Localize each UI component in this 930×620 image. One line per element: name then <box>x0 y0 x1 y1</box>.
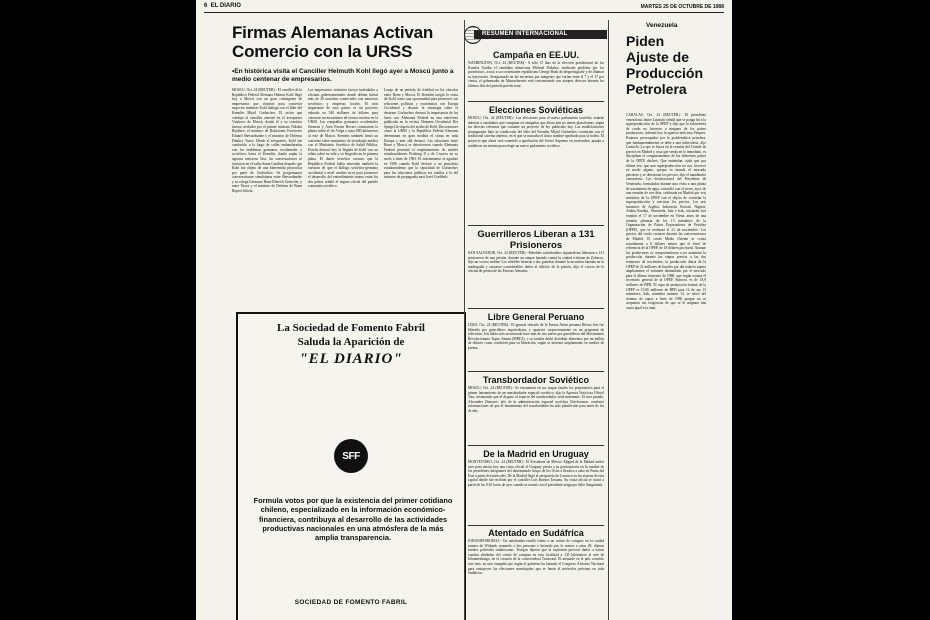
ad-line2: Saluda la Aparición de <box>297 336 405 348</box>
issue-date: MARTES 25 DE OCTUBRE DE 1988 <box>640 4 724 10</box>
main-story-col1: MOSCU, Oct. 24 (REUTER).- El canciller de la República Federal Alemana Helmut Kohl llegó hoy a Moscú con un gran contingente de empresarios que viajaron para concertar negocios mientras Kohl dialoga con el líder del Kremlin Mijail Gorbachov. El avión que condujo al canciller aterrizó en el aeropuerto Vnukovo de Moscú, donde él y su comitiva fueron recibidos por el primer ministro Nikolai Ryzhkov, el ministro de Relaciones Exteriores Eduard Shevardnadze y el ministro de Defensa Dimitry Yazov. Desde el aeropuerto, Kohl fue conducido a lo largo de calles embanderadas con los emblemas germanos occidentales y soviéticos hasta el Kremlin, donde según la agencia noticiosa Tass, las conversaciones se iniciaron en el salón Santa Catalina después que Kohl fue objeto de una bienvenida protocolar por parte de Gorbachov. Se programaron conversaciones simultáneas entre Shevardnadze y su colega Germano Hans-Dietrich Genscher, y entre Yazov y el ministro de Defensa de Bonn Rupert Scholz. <box>232 88 302 194</box>
resumen-body: LIMA, Oct. 24 (REUTER).- El general retirado de la Fuerza Aérea peruana Héctor Jeri fue liberado por guerrilleros izquierdistas, y apareció sorpresivamente en un programa de televisión. Jeri había sido secuestrado hace más de tres meses por guerrilleros del Movimiento Revolucionario Tupac Amaru (MRTA), y su familia debió distribuir alimentos por un millón de dólares como condición para su liberación, según se informó ampliamente en medios de prensa. <box>468 323 604 350</box>
right-headline: Piden Ajuste de Producción Petrolera <box>626 33 704 97</box>
resumen-item <box>468 50 604 98</box>
resumen-item <box>468 229 604 303</box>
resumen-headline: De la Madrid en Uruguay <box>483 449 589 459</box>
main-story-col2: Los empresarios visitantes fueron trasladados a oficinas gubernamentales donde debían firmar más de 30 acuerdos comerciales con ministros soviéticos y empresas locales. El más importante de esos pactos es un proyecto valuado en 540 millones de dólares para construir un mecanismo de reactor nuclear en la URSS. Las compañías germanos occidentales Siemens y Asea Brown Boveri construirán la planta sobre el río Volga a unos 800 kilómetros al este de Moscú. Siemens también firmó un convenio sobre suministro de tecnología médica con el Ministerio Soviético de Salud Pública. Pravda destacó hoy la llegada de Kohl con un relato sobre su vida y su biografía en la primera plana. El diario soviético sostuvo que la República Federal había renovado también la cuestión de que el diálogo soviético-germano occidental a nivel cumbre sirva para promover el desarrollo del entendimiento mutuo entre los dos países señaló el órgano oficial del partido comunista soviético. <box>308 88 378 189</box>
main-headline: Firmas Alemanas Activan Comercio con la URSS <box>232 23 434 61</box>
right-story-body: CARACAS, Oct. 23 (REUTER).- El presidente venezolano Jaime Lusinchi señaló que se ponga fin a la superproducción de la OPEP y dijo que la sobreoferta de crudo no favorece a ninguno de los países productores, informó hoy la agencia noticiosa Venpres. Estamos preocupados por la problemática petrolera, que fundamentalmente se debe a una sobreoferta, dijo Lusinchi. Lo que se busca en la reunión del Comité de precios en Madrid y cosa que venda en lo inmediato, es disciplinar el comportamiento de los diferentes países de la OPEP, declaró. Que entiendan, ojalá que por última vez, que una superproducción no nos favorece en modo alguno, porque se inunda el mercado petrolero y se deterioran los precios, dijo el mandatario venezolano. Las declaraciones del Presidente de Venezuela, formuladas durante una visita a una planta de tratamiento de agua, coincidió con el cierre, ayer, de una reunión de tres días, celebrada en Madrid por seis ministros de la OPEP con el objeto de controlar la superproducción y reactivar los precios. Los seis ministros de Argelia, Indonesia, Kuwait, Nigeria, Arabia Saudita, Venezuela, Irán e Irak, iniciarán otra reunión el 17 de noviembre en Viena, antes de una reunión plenaria de los 13 miembros de la Organización de Países Exportadores de Petróleo (OPEP), que se realizará el 21 de noviembre. Los precios del crudo variaron durante las conversaciones de Madrid. El crudo Medio Oriente se cotiza actualmente a 6 dólares menos que el nivel de referencia de la OPEP, de 18 dólares por barril. Aunque los productores se comprometieron a no aumentar la producción durante las etapas previas a las dos reuniones de noviembre, la producción diaria de la OPEP de 21 millones de barriles por día todavía supera ampliamente el volumen demandado por el mercado para el último trimestre de 1988, que según estima el secretario general de la OPEP, Subroto, es de 18,9 millones de BPD. El cupo de producción formal de la OPEP es 15,06 millones de BPD para 12 de sus 13 miembros. Irak, miembro número 13, se retiró del sistema de cupos a fines de 1986 porque no se aceptaron sus exigencias de que se le asignara una cuota igual a la iraní. <box>626 113 706 310</box>
divider <box>468 525 604 526</box>
resumen-headline: Guerrilleros Liberan a 131 Prisioneros <box>477 229 595 251</box>
resumen-headline: Transbordador Soviético <box>482 375 590 385</box>
divider <box>468 445 604 446</box>
resumen-tag: RESUMEN INTERNACIONAL <box>474 30 607 39</box>
divider <box>468 308 604 309</box>
resumen-item <box>468 312 604 379</box>
ad-line1: La Sociedad de Fomento Fabril <box>277 322 425 334</box>
page-number: 6 EL DIARIO <box>204 3 241 9</box>
resumen-headline: Atentado en Sudáfrica <box>488 528 584 538</box>
paper-name: EL DIARIO <box>210 3 241 9</box>
resumen-body: MONTEVIDEO, Oct. 24 (REUTER).- El Presidente de México Miguel de la Madrid arribó ayer para iniciar hoy una visita oficial al Uruguay previa a su participación en la cumbre de los presidentes integrantes del denominado Grupo de los Ocho a llevarse a cabo en Punta del Este a partir del miércoles. De la Madrid llegó al aeropuerto de Carrasco en las afueras de esta capital donde fue recibido por el canciller Luis Barrios Tassano. Su visita oficial se inició a partir de las 9.30 horas de ayer cuando se reunió con el presidente uruguayo Julio Sanguinetti. <box>468 460 604 487</box>
main-subhead: •En histórica visita el Canciller Helmuth Kohl llegó ayer a Moscú junto a medio centenar de empresarios. <box>232 68 454 83</box>
resumen-item <box>468 375 604 446</box>
resumen-item <box>468 105 604 222</box>
resumen-body: MOSCU, Oct. 24 (REUTER).- Las elecciones para el nuevo parlamento soviético estarán abiertas a candidatos que compitan en campañas que ahora aún no tienen plataformas, según las directas reformas que contiene un proyecto de ley publicado hoy. Las modificaciones propugnadas bajo la conducción del líder del Kremlin Mijail Gorbachov contrastan con el tradicional sistema anterior, en el que se marcaba el único nombre aprobado para la boleta. El proyecto que ahora será sometido a aprobación del Soviet Supremo en noviembre, apunta a establecer un sistema para elegir un nuevo parlamento soviético. <box>468 116 604 148</box>
ad-body: Formula votos por que la existencia del primer cotidiano chileno, especializado en la información económico-financiera, contribuya al desarrollo de las actividades productivas nacionales en una atmósfera de la más amplia transparencia. <box>253 496 453 543</box>
resumen-headline: Libre General Peruano <box>487 312 585 322</box>
divider <box>468 101 604 102</box>
resumen-body: SAN SALVADOR, Oct. 24 (REUTER).- Rebeldes salvadoreños izquierdistas liberaron a 131 prisioneros de una prisión, durante un ataque lanzado contra la ciudad cristiana de Zobasco, dijo un vocero militar. Los rebeldes hirieron a dos guardias durante la incursión lanzada en la madrugada y causaron considerables daños al edificio de la prisión, dijo el vocero de la oficina de prensa de las Fuerzas Armadas. <box>468 251 604 274</box>
main-story-col3: Luego de un período de frialdad en los vínculos entre Bonn y Moscú, El Kremlin acogió la visita de Kohl como una oportunidad para promover sus relaciones políticas y económicas con Europa Occidental y discutir la estrategia sobre el desarme. Gorbachov destacó la importancia de los lazos con Alemania Federal en una entrevista publicada en la revista Alemana Occidental Der Spiegel la víspera del arribo de Kohl. Dos naciones como la URSS y la República Federal Alemana determinan en gran medida el clima en toda Europa y más allá destacó. Las relaciones entre Bonn y Moscú se deterioraron cuando Alemania Federal permitió el emplazamiento de misiles estadounidenses Pershing II y de Crucero en su suelo a fines de 1983. El enfriamiento se agudizó en 1986 cuando Kohl declaró a un periodista estadounidense que la capacidad de Gorbachov para las relaciones públicas era similar a la del ministro de propaganda nazi Josef Goebbels. <box>384 88 458 180</box>
resumen-headline: Campaña en EE.UU. <box>492 50 580 60</box>
section-label: Venezuela <box>646 22 678 29</box>
resumen-body: MOSCU, Oct. 24 (REUTER).- Se encuentran en sus etapas finales los preparativos para el primer lanzamiento de un transbordador espacial soviético, dijo la Agencia Noticiosa Oficial Tass, insinuando que el disparo al espacio del transbordador sería inminente. El mes pasado, Alexander Dunayev, jefe de la administración espacial soviética Glavkosmos, confirmó informaciones de que el lanzamiento del transbordador ha sido planificado para antes de fin de año. <box>468 386 604 413</box>
resumen-headline: Elecciones Soviéticas <box>488 105 584 115</box>
ad-signature: SOCIEDAD DE FOMENTO FABRIL <box>294 599 408 606</box>
resumen-item <box>468 449 604 525</box>
column-rule <box>464 20 465 620</box>
newspaper-page <box>196 0 732 620</box>
column-rule <box>608 20 609 620</box>
ad-line3: "EL DIARIO" <box>299 351 403 367</box>
sff-advertisement <box>236 312 466 620</box>
resumen-body: WASHINGTON, Oct. 24 (REUTER).- A sólo 15 días de la elección presidencial de los Estados Unidos el candidato demócrata Michael Dukakis, sindicado perdedor por los pronósticos, acusó a su contrincante republicano George Bush de desprestigiarle y de difamar su trayectoria. Avergonzado en las encuestas por márgenes que varían entre el 7 y el 17 por ciento, el gobernador de Massachusetts está concentrando con ataques directos durante los últimos días del período preelectoral. <box>468 61 604 88</box>
divider <box>468 225 604 226</box>
page-header <box>204 3 724 13</box>
resumen-body: JOHANNESBURGO.- Un autobomba estalló frente a un centro de compras en la ciudad minera de Witbank, matando a dos personas e hiriendo por lo menos a otras 29, dijeron fuentes policiales sudafricanas. Testigos dijeron que la explosión provocó daños a varias cuadras alrededor del centro de compras en esta localidad a 145 kilómetros al este de Johannesburgo, en el corazón de la conservadora Transvaal. El atentado en el país ocurrido este mes, en una campaña que según el gobierno ha lanzado el Congreso Africano Nacional para entorpecer las elecciones municipales que se harán el miércoles próximo en toda Sudáfrica. <box>468 539 604 576</box>
resumen-item <box>468 528 604 619</box>
divider <box>468 371 604 372</box>
resumen-banner <box>462 26 602 43</box>
sff-logo-icon: SFF <box>334 439 368 473</box>
